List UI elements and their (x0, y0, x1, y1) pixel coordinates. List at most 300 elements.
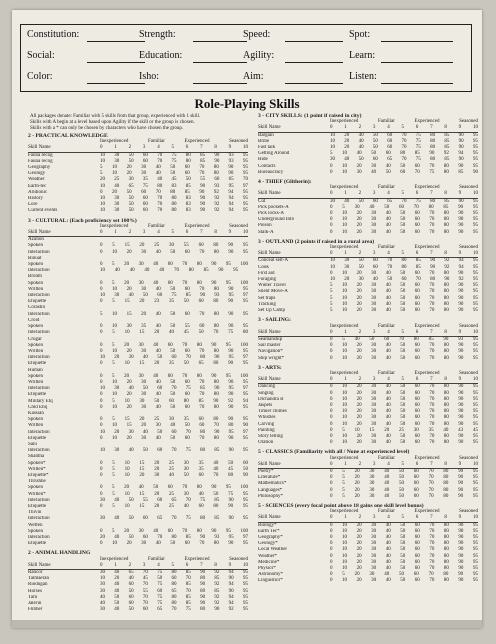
skill-value: 70 (185, 429, 191, 435)
skill-value: 80 (200, 429, 206, 435)
skill-value: 10 (124, 361, 130, 367)
skill-name: Bronth (28, 274, 42, 280)
skill-value: 50 (400, 566, 406, 572)
skill-value: 35 (198, 466, 204, 472)
skill-value: 30 (371, 535, 377, 540)
skill-value: 70 (171, 386, 177, 392)
skill-value: 10 (342, 229, 348, 235)
skill-value: 70 (401, 138, 407, 144)
skill-value: 40 (384, 493, 390, 499)
skill-value: 30 (344, 258, 350, 264)
skill-value: 50 (371, 151, 377, 157)
skill-value: 50 (142, 386, 148, 392)
skill-value: 95 (242, 243, 248, 249)
skill-value: 85 (444, 198, 450, 204)
skill-value: 30 (371, 229, 377, 235)
level-number: 10 (472, 377, 478, 383)
skill-value: 0 (330, 204, 333, 210)
skill-value: 30 (141, 379, 147, 385)
skill-value: 10 (112, 249, 118, 255)
level-number: 0 (100, 145, 103, 151)
skill-name: History (28, 196, 43, 202)
attribute-value-line (193, 62, 247, 63)
attribute-value-line (285, 83, 343, 84)
skill-value: 5 (330, 308, 333, 314)
skill-value: 40 (114, 570, 120, 576)
skill-value: 90 (214, 429, 220, 435)
skill-value: 30 (141, 348, 147, 354)
skill-name: Weather* (258, 553, 278, 559)
skill-value: 75 (415, 157, 421, 163)
level-label: Familiar (377, 119, 395, 125)
skill-value: 70 (199, 249, 205, 255)
skill-value: 40 (153, 262, 159, 268)
level-number: 3 (372, 251, 376, 257)
skill-value: 20 (344, 138, 350, 144)
level-label: Experienced (414, 185, 440, 191)
skill-value: 10 (124, 503, 130, 509)
skill-value: 30 (369, 487, 375, 493)
skill-name: Geography (28, 165, 51, 171)
attribute-label: Isho: (139, 71, 159, 82)
skill-value: 70 (429, 409, 435, 415)
skill-value: 60 (414, 308, 420, 314)
level-number: 10 (472, 461, 478, 467)
skill-value: 95 (242, 607, 248, 613)
skill-value: 95 (472, 409, 478, 415)
skill-value: 20 (356, 409, 362, 415)
skill-value: 90 (211, 280, 217, 286)
skill-value: 40 (142, 429, 148, 435)
skill-value: 30 (114, 152, 120, 158)
skill-value: 50 (400, 283, 406, 289)
level-number-row (258, 125, 478, 132)
skill-value: 30 (371, 559, 377, 565)
skill-value: 45 (228, 466, 234, 472)
skill-value: 60 (414, 559, 420, 565)
skill-value: 60 (387, 132, 393, 138)
skill-value: 20 (354, 487, 360, 493)
skill-value: 10 (330, 264, 335, 270)
skill-value: 95 (472, 336, 478, 342)
level-number: 2 (358, 125, 362, 131)
skill-value: 97 (242, 535, 248, 540)
skill-value: 40 (100, 601, 105, 607)
skill-value: 95 (472, 301, 478, 307)
level-number: 9 (458, 329, 462, 335)
level-number: 4 (157, 145, 160, 151)
section-title: 5 - SCIENCES (every focal point above 18 gains one skill level bonus) (258, 502, 424, 509)
skill-value: 60 (398, 204, 404, 210)
skill-value: 85 (444, 145, 450, 151)
skill-value: 85 (214, 497, 220, 503)
skill-name-header: Skill Name (258, 377, 281, 383)
skill-value: 80 (200, 516, 206, 522)
skill-row (28, 607, 248, 613)
skill-value: 90 (211, 373, 217, 379)
level-label: Seasoned (459, 323, 478, 329)
skill-value: 85 (415, 264, 421, 270)
skill-value: 80 (443, 547, 449, 553)
skill-value: 90 (228, 497, 234, 503)
skill-value: 10 (112, 404, 118, 410)
skill-value: 0 (330, 541, 333, 547)
skill-value: 80 (213, 361, 219, 367)
section-title: 3 - CITY SKILLS: (1 point if raised in city) (258, 113, 362, 119)
skill-name: Pick pockets-A (258, 204, 289, 210)
attribute-box (20, 24, 472, 92)
skill-value: 70 (171, 516, 177, 522)
skill-value: 50 (183, 299, 189, 305)
skill-value: 50 (358, 264, 364, 270)
level-number: 3 (142, 230, 146, 236)
skill-name-header: Skill Name (258, 125, 281, 131)
skill-value: 95 (242, 448, 248, 454)
skill-value: 40 (100, 594, 105, 600)
skill-value: 10 (112, 165, 118, 171)
skill-value: 40 (358, 138, 364, 144)
skill-value: 40 (384, 475, 390, 481)
skill-value: 90 (458, 559, 464, 565)
skill-value: 30 (138, 342, 144, 348)
skill-value: 40 (384, 481, 390, 487)
skill-name-header: Skill Name (258, 515, 281, 521)
skill-value: 70 (182, 342, 188, 348)
skill-value: 70 (429, 535, 435, 540)
level-number: 5 (401, 251, 404, 257)
skill-value: 60 (414, 421, 420, 427)
skill-value: 20 (139, 243, 145, 249)
intro-line: Skills with A begin at a level based upon Agility if the skill or the group is chosen. (30, 120, 195, 125)
skill-value: 60 (387, 145, 393, 151)
skill-value: 60 (414, 396, 420, 402)
skill-value: 85 (458, 169, 464, 175)
skill-value: 60 (184, 435, 190, 441)
skill-value: 50 (128, 497, 134, 503)
skill-value: 85 (444, 132, 450, 138)
skill-value: 30 (371, 343, 377, 349)
skill-value: 50 (157, 355, 163, 361)
skill-value: 70 (401, 132, 407, 138)
skill-value: 85 (185, 601, 191, 607)
skill-name: Written* (28, 491, 46, 497)
skill-value: 60 (413, 493, 419, 499)
skill-name: Astronomy* (258, 572, 283, 578)
skill-value: 10 (330, 277, 335, 283)
skill-value: 30 (330, 157, 335, 163)
skill-value: 0 (330, 211, 333, 217)
level-label: Seasoned (229, 139, 248, 145)
skill-value: 70 (157, 208, 163, 214)
skill-value: 80 (443, 535, 449, 540)
skill-name: Timier chimes (258, 409, 287, 415)
skill-name: Thrishhe (28, 479, 46, 485)
skill-value: 95 (472, 493, 478, 499)
skill-value: 30 (141, 435, 147, 441)
skill-value: 70 (387, 258, 393, 264)
skill-value: 90 (228, 311, 234, 317)
skill-value: 20 (356, 415, 362, 421)
skill-value: 50 (170, 324, 176, 330)
skill-value: 10 (112, 392, 118, 398)
skill-value: 95 (472, 433, 478, 439)
skill-value: 94 (228, 202, 234, 208)
level-number: 6 (415, 191, 419, 197)
skill-value: 20 (356, 343, 362, 349)
skill-value: 70 (157, 158, 163, 164)
skill-value: 40 (385, 223, 391, 229)
skill-value: 60 (414, 211, 420, 217)
skill-value: 50 (185, 177, 191, 183)
skill-value: 50 (358, 198, 364, 204)
skill-value: 10 (342, 421, 348, 427)
skill-value: 60 (414, 295, 420, 301)
skill-value: 10 (330, 258, 335, 264)
skill-value: 60 (414, 163, 420, 169)
skill-value: 70 (182, 485, 188, 491)
skill-value: 30 (114, 196, 120, 202)
skill-value: 30 (155, 423, 161, 429)
skill-name: Weffen (28, 522, 43, 528)
character-sheet-page (12, 10, 482, 628)
skill-value: 95 (242, 208, 248, 214)
skill-value: 10 (342, 390, 348, 396)
skill-value: 80 (430, 277, 436, 283)
skill-value: 80 (443, 295, 449, 301)
skill-value: 0 (330, 528, 333, 534)
skill-value: 30 (114, 448, 120, 454)
skill-value: 5 (112, 417, 115, 423)
skill-value: 60 (128, 594, 134, 600)
skill-name: Flibber (28, 607, 43, 613)
skill-value: 95 (472, 402, 478, 408)
skill-value: 70 (429, 349, 435, 355)
skill-value: 80 (443, 289, 449, 295)
skill-value: 95 (472, 295, 478, 301)
skill-value: 94 (458, 151, 464, 157)
skill-value: 0 (330, 468, 333, 474)
skill-value: 50 (400, 163, 406, 169)
skill-value: 30 (371, 433, 377, 439)
skill-value: 80 (400, 151, 406, 157)
skill-value: 40 (385, 355, 391, 361)
skill-name: Languages* (258, 487, 283, 493)
level-number: 9 (458, 251, 462, 257)
level-number-row (28, 145, 248, 152)
skill-value: 90 (200, 196, 206, 202)
level-number: 10 (242, 145, 248, 151)
skill-value: 95 (228, 429, 234, 435)
skill-value: 70 (414, 169, 420, 175)
skill-value: 50 (400, 229, 406, 235)
skill-value: 60 (414, 415, 420, 421)
skill-value: 0 (100, 299, 103, 305)
skill-value: 10 (124, 491, 130, 497)
skill-value: 20 (124, 373, 130, 379)
skill-value: 93 (458, 336, 464, 342)
skill-value: 95 (242, 516, 248, 522)
attribute-value-line (381, 41, 453, 42)
skill-value: 50 (170, 404, 176, 410)
skill-name: Written (28, 348, 44, 354)
skill-row (258, 440, 478, 446)
skill-value: 80 (213, 299, 219, 305)
section-title: 5 - CLASSICS (Familiarity with all / None at experienced level) (258, 449, 410, 456)
skill-value: 50 (400, 528, 406, 534)
skill-value: 95 (472, 578, 478, 584)
skill-value: 0 (330, 163, 333, 169)
level-label: Inexperienced (330, 245, 359, 251)
skill-value: 85 (214, 576, 220, 582)
skill-value: 40 (385, 384, 391, 390)
skill-value: 50 (170, 171, 176, 177)
skill-name: Rancor (28, 570, 43, 576)
skill-value: 70 (182, 373, 188, 379)
skill-value: 20 (141, 423, 147, 429)
skill-name: Underground Info (258, 217, 295, 223)
level-label: Seasoned (459, 509, 478, 515)
skill-value: 80 (443, 384, 449, 390)
level-number: 0 (100, 562, 103, 568)
skill-value: 70 (401, 145, 407, 151)
level-label: Familiar (377, 370, 395, 376)
skill-value: 90 (458, 301, 464, 307)
skill-value: 97 (242, 429, 248, 435)
skill-value: 95 (472, 355, 478, 361)
skill-value: 0 (330, 493, 333, 499)
skill-value: 30 (371, 355, 377, 361)
skill-value: 30 (371, 270, 377, 276)
skill-value: 20 (356, 301, 362, 307)
skill-value: 90 (228, 324, 234, 330)
skill-name: Philosophy* (258, 493, 284, 499)
level-number: 9 (228, 230, 232, 236)
skill-value: 50 (369, 336, 375, 342)
skill-value: 30 (100, 588, 105, 594)
skill-value: 30 (344, 264, 350, 270)
skill-value: 85 (200, 152, 206, 158)
skill-value: 15 (139, 460, 145, 466)
skill-value: 60 (414, 229, 420, 235)
skill-value: 60 (413, 572, 419, 578)
skill-value: 0 (330, 355, 333, 361)
skill-value: 30 (114, 293, 120, 299)
skill-value: 40 (155, 165, 161, 171)
level-number: 7 (430, 329, 433, 335)
skill-value: 15 (126, 311, 132, 317)
skill-value: 95 (472, 559, 478, 565)
skill-value: 80 (430, 157, 436, 163)
skill-name: Jalerin (28, 601, 42, 607)
skill-value: 50 (170, 379, 176, 385)
attribute-label: Speed: (243, 29, 271, 40)
skill-value: 50 (400, 547, 406, 553)
skill-value: 20 (354, 493, 360, 499)
skill-value: 50 (170, 249, 176, 255)
skill-value: 0 (100, 361, 103, 367)
skill-value: 10 (124, 472, 130, 478)
skill-name: Azubon (28, 237, 44, 243)
skill-value: 30 (371, 578, 377, 584)
skill-value: 45 (472, 427, 478, 433)
skill-value: 20 (356, 547, 362, 553)
level-number: 4 (387, 191, 390, 197)
skill-value: 75 (200, 497, 206, 503)
skill-value: 90 (458, 528, 464, 534)
skill-value: 80 (213, 417, 219, 423)
skill-value: 80 (443, 421, 449, 427)
skill-value: 40 (385, 528, 391, 534)
skill-value: 50 (398, 468, 404, 474)
skill-value: 25 (168, 491, 174, 497)
skill-value: 90 (200, 202, 206, 208)
level-label: Experienced (184, 139, 210, 145)
skill-value: 92 (214, 196, 220, 202)
skill-value: 92 (228, 398, 234, 404)
skill-value: 60 (184, 286, 190, 292)
skill-value: 65 (157, 607, 163, 613)
skill-value: 93 (228, 152, 234, 158)
skill-value: 90 (443, 336, 449, 342)
skill-value: 95 (242, 417, 248, 423)
level-number: 1 (114, 230, 117, 236)
skill-value: 90 (458, 535, 464, 540)
level-number: 7 (200, 562, 203, 568)
skill-value: 30 (141, 286, 147, 292)
skill-value: 40 (155, 435, 161, 441)
skill-row (258, 494, 478, 500)
level-number: 1 (344, 251, 347, 257)
skill-value: 10 (112, 541, 118, 547)
attribute-label: Agility: (243, 50, 275, 61)
skill-value: 40 (128, 576, 134, 582)
level-number: 9 (458, 191, 462, 197)
skill-name: Geology* (258, 541, 278, 547)
skill-value: 80 (443, 349, 449, 355)
skill-name: Spoken (28, 342, 43, 348)
skill-value: 70 (182, 280, 188, 286)
skill-value: 80 (430, 198, 436, 204)
skill-value: 10 (342, 578, 348, 584)
skill-value: 5 (112, 243, 115, 249)
skill-value: 5 (112, 503, 115, 509)
level-number: 10 (472, 191, 478, 197)
skill-value: 50 (154, 398, 160, 404)
skill-value: 80 (196, 373, 202, 379)
skill-value: 50 (126, 189, 132, 195)
skill-value: 10 (112, 171, 118, 177)
skill-value: 30 (371, 440, 377, 446)
skill-value: 60 (128, 601, 134, 607)
skill-name: Biology* (258, 522, 277, 528)
skill-value: 55 (142, 497, 148, 503)
skill-value: 80 (185, 152, 191, 158)
skill-value: 83 (185, 202, 191, 208)
skill-value: 20 (124, 485, 130, 491)
skill-value: 80 (213, 404, 219, 410)
skill-value: 95 (472, 145, 478, 151)
level-label: Familiar (377, 245, 395, 251)
skill-value: 10 (342, 547, 348, 553)
skill-value: 90 (228, 417, 234, 423)
skill-value: 5 (112, 472, 115, 478)
level-number: 3 (142, 562, 146, 568)
skill-value: 90 (458, 572, 464, 578)
level-number: 1 (114, 562, 117, 568)
skill-value: 20 (356, 433, 362, 439)
level-number: 9 (228, 145, 232, 151)
skill-value: 70 (429, 396, 435, 402)
